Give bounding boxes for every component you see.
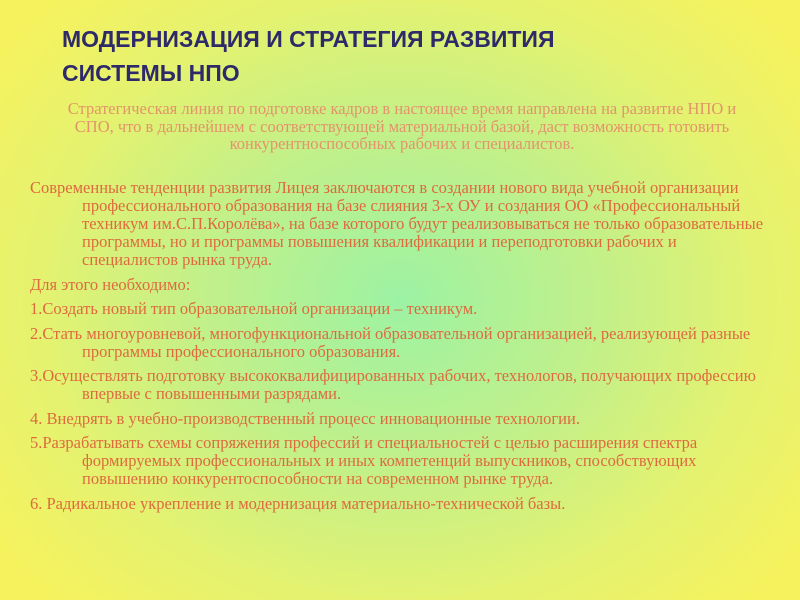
intro-paragraph: Стратегическая линия по подготовке кадров в настоящее время направлена на развитие НПО и СПО, что в дальнейшем с соответствующей материальной базой, даст возможность готовить конкурентноспособных рабочих и специалистов. bbox=[67, 99, 737, 153]
list-item: 4. Внедрять в учебно-производственный процесс инновационные технологии. bbox=[30, 408, 580, 428]
slide-title-line-2: СИСТЕМЫ НПО bbox=[62, 60, 240, 86]
slide-body bbox=[30, 179, 775, 519]
list-item: 2.Стать многоуровневой, многофункциональной образовательной организацией, реализующей разные программы профессионального образования. bbox=[30, 323, 751, 361]
slide-title bbox=[62, 22, 555, 90]
trends-paragraph: Современные тенденции развития Лицея заключаются в создании нового вида учебной организации профессионального образования на базе слияния 3-х ОУ и создания ОО «Профессиональный техникум им.С.П.Королёва», на базе которого будут реализовываться не только образовательные программы, но и программы повышения квалификации и переподготовки рабочих и специалистов рынка труда. bbox=[30, 178, 764, 269]
list-item: 5.Разрабатывать схемы сопряжения профессий и специальностей с целью расширения спектра формируемых профессиональных и иных компетенций выпускников, способствующих повышению конкурентоспособности на современном рынке труда. bbox=[30, 433, 698, 488]
list-item: 6. Радикальное укрепление и модернизация материально-технической базы. bbox=[30, 493, 566, 513]
slide-title-line-1: МОДЕРНИЗАЦИЯ И СТРАТЕГИЯ РАЗВИТИЯ bbox=[62, 26, 555, 52]
list-item: 1.Создать новый тип образовательной организации – техникум. bbox=[30, 299, 478, 318]
list-item: 3.Осуществлять подготовку высококвалифицированных рабочих, технологов, получающих профессию впервые с повышенными разрядами. bbox=[30, 366, 756, 403]
lead-in-text: Для этого необходимо: bbox=[30, 274, 191, 294]
